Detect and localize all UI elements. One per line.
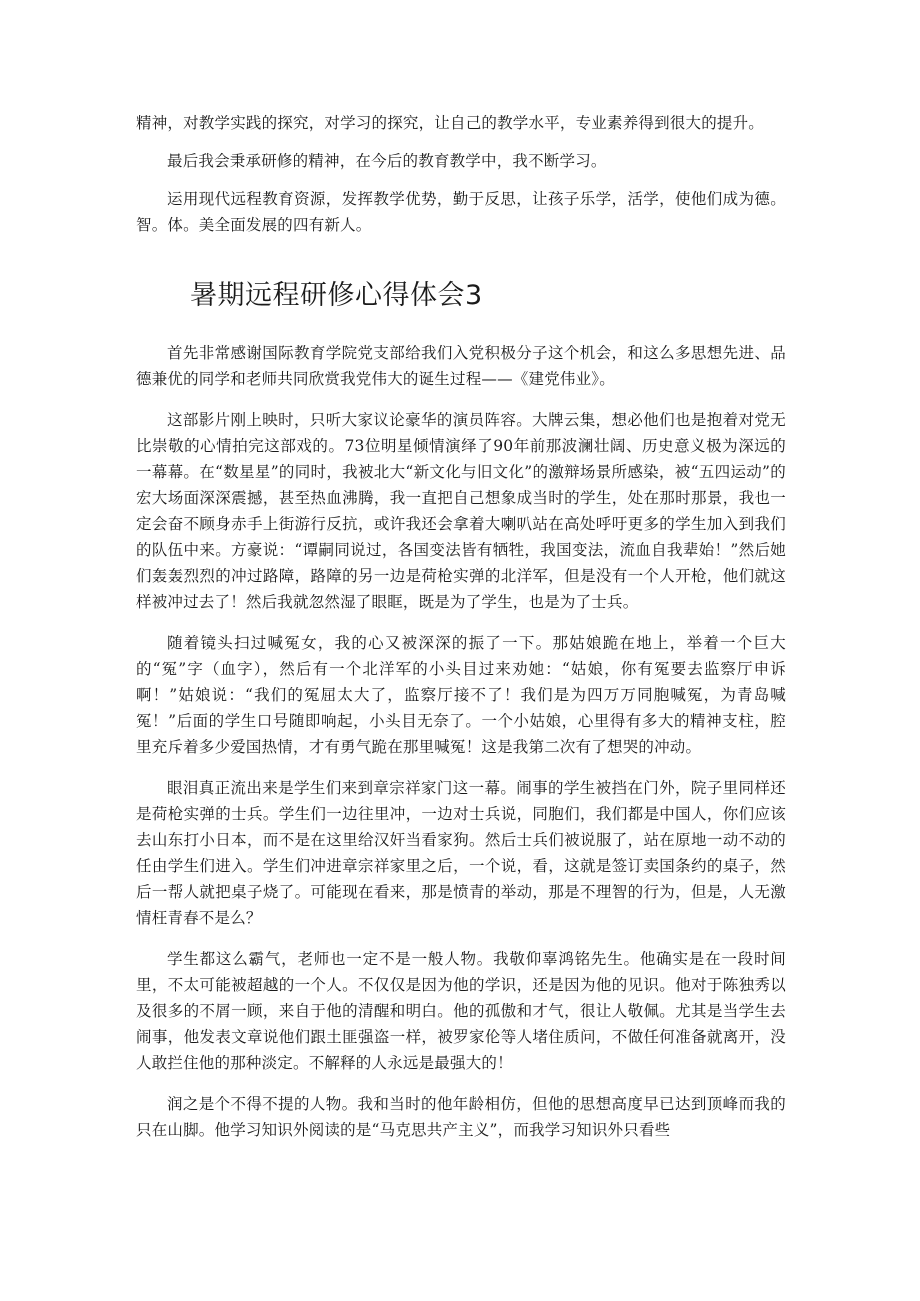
- intro-paragraph-1: 精神，对教学实践的探究，对学习的探究，让自己的教学水平，专业素养得到很大的提升。: [136, 114, 765, 132]
- body-paragraph-2: 这部影片刚上映时，只听大家议论豪华的演员阵容。大牌云集，想必他们也是抱着对党无比崇敬的心情拍完这部戏的。73位明星倾情演绎了90年前那波澜壮阔、历史意义极为深远的一幕幕。在“数星星”的同时，我被北大“新文化与旧文化”的激辩场景所感染，被“五四运动”的宏大场面深深震撼，甚至热血沸腾，我一直把自己想象成当时的学生，处在那时那景，我也一定会奋不顾身赤手上街游行反抗，或许我还会拿着大喇叭站在高处呼吁更多的学生加入到我们的队伍中来。方豪说：“谭嗣同说过，各国变法皆有牺牲，我国变法，流血自我辈始！”然后她们轰轰烈烈的冲过路障，路障的另一边是荷枪实弹的北洋军，但是没有一个人开枪，他们就这样被冲过去了！然后我就忽然湿了眼眶，既是为了学生，也是为了士兵。: [136, 411, 786, 611]
- intro-paragraph-3: 运用现代远程教育资源，发挥教学优势，勤于反思，让孩子乐学，活学，使他们成为德。智。体。美全面发展的四有新人。: [136, 190, 786, 234]
- body-paragraph-6: 润之是个不得不提的人物。我和当时的他年龄相仿，但他的思想高度早已达到顶峰而我的只在山脚。他学习知识外阅读的是“马克思共产主义”，而我学习知识外只看些: [136, 1095, 786, 1139]
- document-page: [136, 110, 786, 1143]
- body-paragraph-3: 随着镜头扫过喊冤女，我的心又被深深的振了一下。那姑娘跪在地上，举着一个巨大的“冤”字（血字），然后有一个北洋军的小头目过来劝她：“姑娘，你有冤要去监察厅申诉啊！”姑娘说：“我们的冤屈太大了，监察厅接不了！我们是为四万万同胞喊冤，为青岛喊冤！”后面的学生口号随即响起，小头目无奈了。一个小姑娘，心里得有多大的精神支柱，腔里充斥着多少爱国热情，才有勇气跪在那里喊冤！这是我第二次有了想哭的冲动。: [136, 634, 786, 756]
- section-title: 暑期远程研修心得体会3: [190, 280, 483, 311]
- body-paragraph-5: 学生都这么霸气，老师也一定不是一般人物。我敬仰辜鸿铭先生。他确实是在一段时间里，不太可能被超越的一个人。不仅仅是因为他的学识，还是因为他的见识。他对于陈独秀以及很多的不屑一顾，来自于他的清醒和明白。他的孤傲和才气，很让人敬佩。尤其是当学生去闹事，他发表文章说他们跟土匪强盗一样，被罗家伦等人堵住质问，不做任何准备就离开，没人敢拦住他的那种淡定。不解释的人永远是最强大的！: [136, 950, 786, 1072]
- intro-paragraph-2: 最后我会秉承研修的精神，在今后的教育教学中，我不断学习。: [167, 152, 607, 170]
- body-paragraph-1: 首先非常感谢国际教育学院党支部给我们入党积极分子这个机会，和这么多思想先进、品德兼优的同学和老师共同欣赏我党伟大的诞生过程——《建党伟业》。: [136, 344, 786, 388]
- body-paragraph-4: 眼泪真正流出来是学生们来到章宗祥家门这一幕。闹事的学生被挡在门外，院子里同样还是荷枪实弹的士兵。学生们一边往里冲，一边对士兵说，同胞们，我们都是中国人，你们应该去山东打小日本，而不是在这里给汉奸当看家狗。然后士兵们被说服了，站在原地一动不动的任由学生们进入。学生们冲进章宗祥家里之后，一个说，看，这就是签订卖国条约的桌子，然后一帮人就把桌子烧了。可能现在看来，那是愤青的举动，那是不理智的行为，但是，人无激情枉青春不是么？: [136, 779, 786, 927]
